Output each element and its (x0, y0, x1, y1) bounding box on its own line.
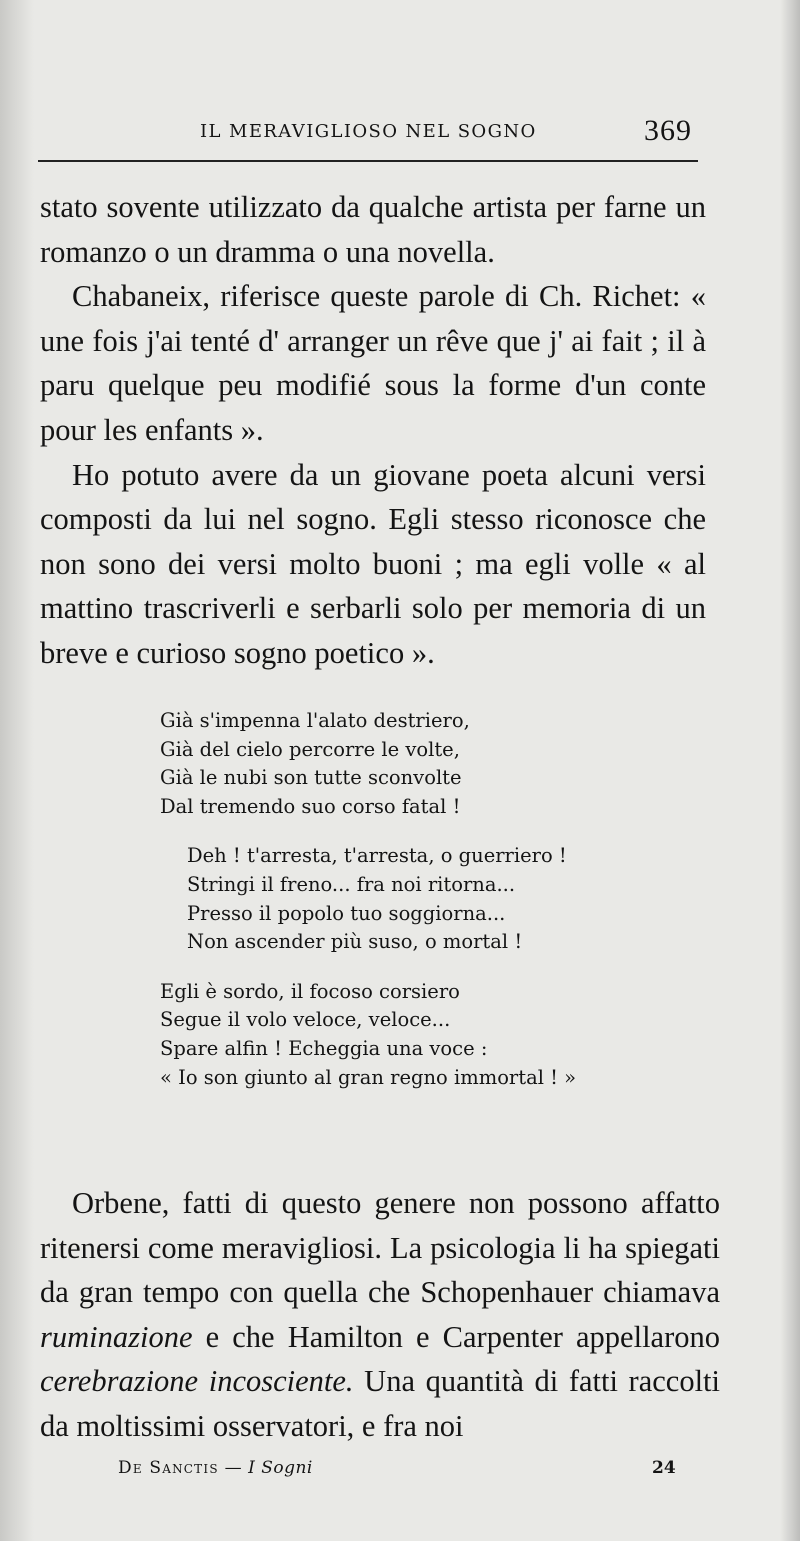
poem-line: Presso il popolo tuo soggiorna... (187, 901, 506, 925)
paragraph: stato sovente utilizzato da qualche artista per farne un romanzo o un dramma o una novella. (40, 190, 706, 269)
poem-line: Già del cielo percorre le volte, (160, 737, 460, 761)
footer-author: De Sanctis (118, 1458, 219, 1478)
poem-stanza (160, 978, 680, 1092)
text-run: e che Hamilton e Carpenter appellarono (192, 1319, 720, 1354)
poem-line: Stringi il freno... fra noi ritorna... (187, 872, 516, 896)
poem-stanza (160, 842, 680, 956)
text-run: Una quantità di fatti raccolti da moltissimi osservatori, e fra noi (40, 1364, 720, 1443)
footer-separator: — (218, 1458, 249, 1478)
text-run: Orbene, fatti di questo genere non possono affatto ritenersi come meravigliosi. La psicologia li ha spiegati da gran tempo con quella che Schopenhauer chiamava (40, 1186, 720, 1310)
page-edge-shadow-left (0, 0, 34, 1541)
poem-stanza (160, 707, 680, 821)
poem-line: « Io son giunto al gran regno immortal ! » (160, 1065, 577, 1089)
body-text (40, 185, 706, 676)
italic-term: cerebrazione incosciente. (40, 1364, 354, 1399)
header-rule (38, 160, 698, 162)
poem-line: Già s'impenna l'alato destriero, (160, 709, 470, 732)
paragraph (40, 1181, 720, 1449)
poem-line: Segue il volo veloce, veloce... (160, 1008, 451, 1032)
poem-line: Spare alfin ! Echeggia una voce : (160, 1036, 488, 1060)
footer-signature-line (118, 1458, 313, 1478)
poem-line: Deh ! t'arresta, t'arresta, o guerriero ! (187, 844, 567, 868)
page-edge-shadow-right (780, 0, 800, 1541)
printer-signature-mark: 24 (652, 1458, 676, 1478)
italic-term: ruminazione (40, 1319, 193, 1354)
poem-line: Egli è sordo, il focoso corsiero (160, 979, 460, 1003)
running-title: IL MERAVIGLIOSO NEL SOGNO (200, 121, 537, 142)
paragraph: Chabaneix, riferisce queste parole di Ch. Richet: « une fois j'ai tenté d' arranger un rêve que j' ai fait ; il à paru quelque peu modifié sous la forme d'un conte pour les enfants ». (40, 279, 706, 447)
page-number: 369 (644, 114, 692, 147)
poem-line: Non ascender più suso, o mortal ! (187, 930, 523, 954)
poem (160, 707, 680, 1113)
footer-book-title: I Sogni (248, 1458, 313, 1478)
closing-paragraph (40, 1181, 720, 1449)
poem-line: Già le nubi son tutte sconvolte (160, 766, 462, 790)
poem-line: Dal tremendo suo corso fatal ! (160, 794, 461, 818)
paragraph: Ho potuto avere da un giovane poeta alcuni versi composti da lui nel sogno. Egli stesso riconosce che non sono dei versi molto buoni ; ma egli volle « al mattino trascriverli e serbarli solo per memoria di un breve e curioso sogno poetico ». (40, 457, 706, 670)
